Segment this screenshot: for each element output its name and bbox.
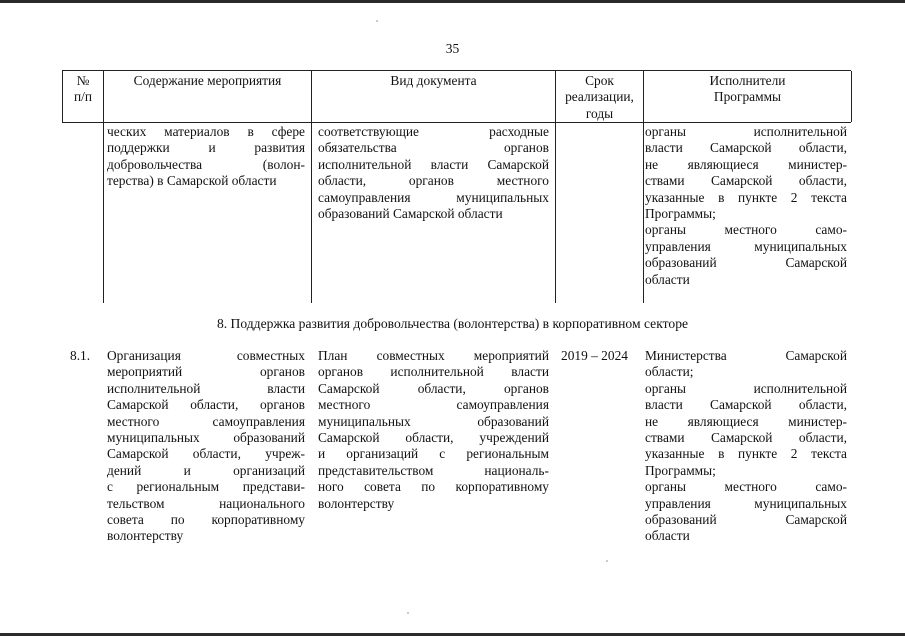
column-rule [103, 123, 104, 303]
text-line: добровольчества (волон- [107, 156, 305, 172]
continued-row-content [107, 124, 305, 190]
text-line: поддержки и развития [107, 140, 305, 156]
text-line: указанные в пункте 2 текста [645, 189, 847, 205]
scan-speck [407, 612, 409, 614]
text-line: и организаций с региональным [318, 446, 549, 462]
text-line: ческих материалов в сфере [107, 124, 305, 139]
text-line: представительством националь- [318, 462, 549, 478]
text-line: исполнительной власти [107, 380, 305, 396]
page-number: 35 [445, 41, 460, 56]
text-line: дений и организаций [107, 462, 305, 478]
column-rule [643, 123, 644, 303]
text-line: образований Самарской [645, 512, 847, 528]
row-term: 2019 – 2024 [561, 348, 628, 363]
text-line: соответствующие расходные [318, 124, 549, 139]
text-line: местного самоуправления [318, 397, 549, 413]
text-line: Самарской области, органов [107, 397, 305, 413]
text-line: ствами Самарской области, [645, 173, 847, 189]
header-executors [644, 71, 852, 122]
text-line: власти Самарской области, [645, 140, 847, 156]
scan-speck [376, 20, 378, 22]
header-term-line: Срок [585, 73, 614, 88]
row-doc-type [318, 348, 549, 512]
text-line: муниципальных образований [318, 413, 549, 429]
text-line: тельством национального [107, 495, 305, 511]
text-line: Программы; [645, 206, 716, 222]
continued-row-doc-type [318, 124, 549, 222]
text-line: образований Самарской [645, 255, 847, 271]
text-line: органы исполнительной [645, 124, 847, 139]
text-line: области, органов местного [318, 173, 549, 189]
header-term-line: годы [585, 105, 614, 121]
text-line: исполнительной власти Самарской [318, 156, 549, 172]
text-line: Организация совместных [107, 348, 305, 363]
header-executors-line: Программы [713, 89, 782, 105]
text-line: мероприятий органов [107, 364, 305, 380]
text-line: органы местного само- [645, 479, 847, 495]
text-line: План совместных мероприятий [318, 348, 549, 363]
text-line: органов исполнительной власти [318, 364, 549, 380]
text-line: не являющиеся министер- [645, 156, 847, 172]
text-line: органы местного само- [645, 222, 847, 238]
text-line: указанные в пункте 2 текста [645, 446, 847, 462]
header-number [63, 71, 104, 122]
text-line: Самарской области, учреждений [318, 430, 549, 446]
text-line: Самарской области, органов [318, 380, 549, 396]
header-doc-type [312, 71, 556, 122]
text-line: Самарской области, учреж- [107, 446, 305, 462]
text-line: ствами Самарской области, [645, 430, 847, 446]
header-doc-type-label: Вид документа [390, 73, 477, 88]
column-rule [555, 123, 556, 303]
text-line: не являющиеся министер- [645, 413, 847, 429]
text-line: волонтерству [107, 528, 184, 544]
section-title: 8. Поддержка развития добровольчества (волонтерства) в корпоративном секторе [216, 316, 689, 331]
row-executors [645, 348, 847, 545]
text-line: обязательства органов [318, 140, 549, 156]
header-term-line: реализации, [565, 89, 634, 105]
continued-row-executors [645, 124, 847, 288]
scan-border-top [0, 0, 905, 3]
text-line: управления муниципальных [645, 238, 847, 254]
header-content-label: Содержание мероприятия [133, 73, 282, 88]
scan-speck [606, 560, 608, 562]
text-line: самоуправления муниципальных [318, 189, 549, 205]
header-executors-line: Исполнители [709, 73, 786, 88]
row-number: 8.1. [70, 348, 91, 363]
text-line: терства) в Самарской области [107, 173, 277, 189]
text-line: Программы; [645, 462, 716, 478]
text-line: волонтерству [318, 495, 395, 511]
header-number-line: № [76, 73, 90, 88]
text-line: власти Самарской области, [645, 397, 847, 413]
text-line: совета по корпоративному [107, 512, 305, 528]
column-rule [311, 123, 312, 303]
text-line: области [645, 271, 690, 287]
text-line: ного совета по корпоративному [318, 479, 549, 495]
text-line: управления муниципальных [645, 495, 847, 511]
text-line: Министерства Самарской [645, 348, 847, 363]
row-content [107, 348, 305, 545]
scan-border-bottom [0, 633, 905, 636]
text-line: образований Самарской области [318, 206, 503, 222]
header-term [556, 71, 644, 122]
text-line: муниципальных образований [107, 430, 305, 446]
text-line: области [645, 528, 690, 544]
text-line: органы исполнительной [645, 380, 847, 396]
text-line: области; [645, 364, 694, 380]
text-line: местного самоуправления [107, 413, 305, 429]
header-content [104, 71, 312, 122]
text-line: с региональным представи- [107, 479, 305, 495]
header-number-line: п/п [73, 89, 93, 105]
table-header [62, 70, 851, 123]
